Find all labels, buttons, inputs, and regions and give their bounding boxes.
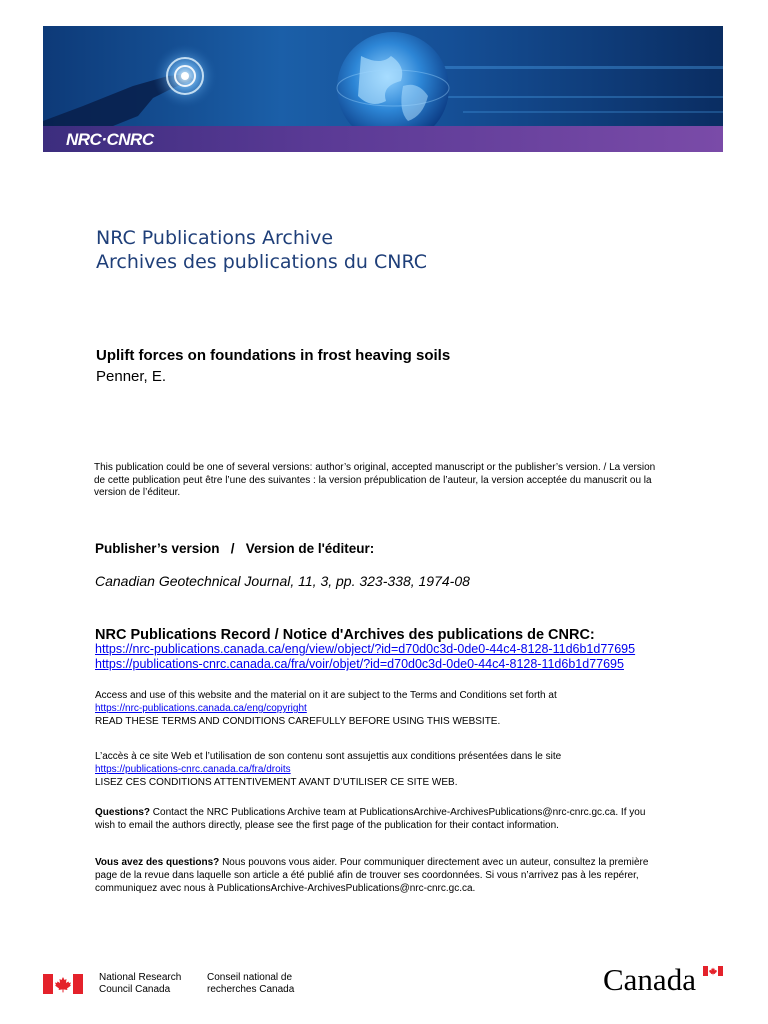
questions-fr-block [95,856,665,895]
footer-nrc-fr [207,972,294,996]
questions-en-text: Contact the NRC Publications Archive team at PublicationsArchive-ArchivesPublications@nrc-cnrc.gc.ca. If you wish to email the authors directly, please see the first page of the publication for their contact information. [95,807,646,831]
footer-nrc-fr-line2: recherches Canada [207,984,295,995]
questions-en-label: Questions? [95,807,151,818]
document-author: Penner, E. [96,368,167,385]
journal-citation: Canadian Geotechnical Journal, 11, 3, pp. 323-338, 1974-08 [95,573,470,589]
nrc-cnrc-logo: NRC·CNRC [66,130,154,149]
archive-title [96,226,427,274]
terms-fr-block [95,750,665,789]
questions-fr-text: Nous pouvons vous aider. Pour communiquer directement avec un auteur, consultez la première page de la revue dans laquelle son article a été publié afin de trouver ses coordonnées. Si vous n’arrivez pas à les repérer, communiquez avec nous à PublicationsArchive-ArchivesPublications@nrc-cnrc.gc.ca. [95,857,649,894]
canada-wordmark-flag-icon [703,966,723,976]
terms-fr-link[interactable]: https://publications-cnrc.canada.ca/fra/droits [95,764,291,775]
record-link-fr[interactable]: https://publications-cnrc.canada.ca/fra/voir/objet/?id=d70d0c3d-0de0-44c4-8128-11d6b1d77695 [95,657,624,671]
document-title: Uplift forces on foundations in frost heaving soils [96,347,451,364]
versions-note: This publication could be one of several versions: author’s original, accepted manuscript or the publisher’s version. / La version de cette publication peut être l’une des suivantes : la version prépublication de l’auteur, la version acceptée du manuscrit ou la version de l’éditeur. [94,462,656,498]
terms-fr-warning: LISEZ CES CONDITIONS ATTENTIVEMENT AVANT D’UTILISER CE SITE WEB. [95,777,458,788]
terms-en-link[interactable]: https://nrc-publications.canada.ca/eng/copyright [95,703,307,714]
archive-title-fr: Archives des publications du CNRC [96,251,428,273]
publisher-version-heading: Publisher’s version / Version de l'éditeur: [95,541,375,556]
questions-en-block [95,806,665,832]
publications-record-heading: NRC Publications Record / Notice d'Archives des publications de CNRC: [95,627,595,643]
footer-nrc-fr-line1: Conseil national de [207,972,293,983]
footer-nrc-en-line2: Council Canada [99,984,171,995]
terms-en-warning: READ THESE TERMS AND CONDITIONS CAREFULLY BEFORE USING THIS WEBSITE. [95,716,501,727]
canada-wordmark: Canada [603,962,696,997]
terms-en-block [95,689,665,728]
footer-nrc-en [99,972,181,996]
questions-fr-label: Vous avez des questions? [95,857,220,868]
terms-en-text: Access and use of this website and the material on it are subject to the Terms and Conditions set forth at [95,690,557,701]
archive-title-en: NRC Publications Archive [96,227,334,249]
canada-flag-icon [43,974,83,994]
terms-fr-text: L’accès à ce site Web et l’utilisation de son contenu sont assujettis aux conditions présentées dans le site [95,751,562,762]
record-link-en[interactable]: https://nrc-publications.canada.ca/eng/view/object/?id=d70d0c3d-0de0-44c4-8128-11d6b1d77695 [95,642,636,656]
footer-nrc-en-line1: National Research [99,972,182,983]
